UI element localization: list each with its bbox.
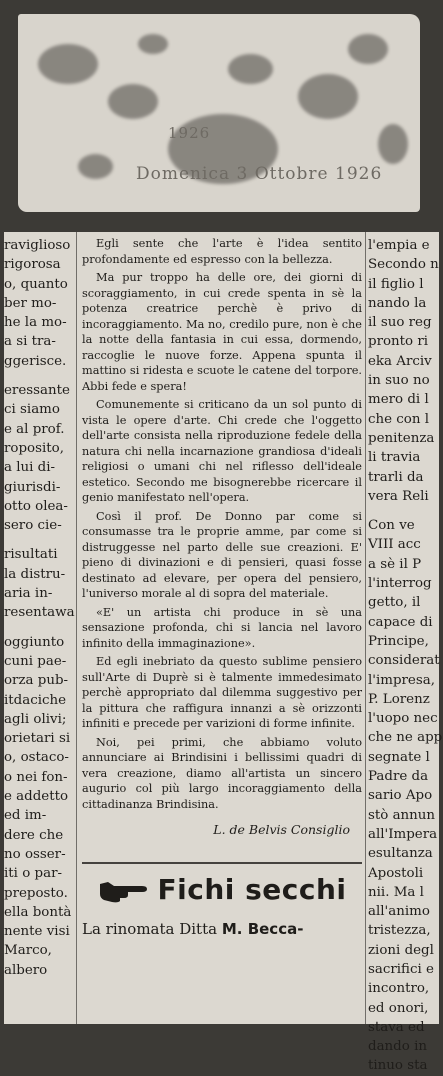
column-line: Marco,: [4, 943, 52, 959]
column-line: ggerisce.: [4, 353, 67, 369]
column-line: iti o par-: [4, 866, 63, 882]
stain-mark: [298, 74, 358, 119]
column-line: agli olivi;: [4, 711, 67, 727]
column-line: sario Apo: [368, 788, 433, 804]
column-line: considerat: [368, 653, 440, 669]
column-line: nente visi: [4, 924, 70, 940]
column-line: preposto.: [4, 885, 68, 901]
column-line: e al prof.: [4, 421, 65, 437]
column-line: rigorosa: [4, 257, 61, 273]
column-line: getto, il: [368, 595, 421, 611]
column-line: sero cie-: [4, 518, 62, 534]
column-line: zioni degl: [368, 942, 434, 958]
article-paragraph: Egli sente che l'arte è l'idea sentito profondamente ed espresso con la bellezza.: [82, 237, 362, 266]
advert-text-prefix: La rinomata Ditta: [82, 919, 218, 938]
column-line: trarli da: [368, 469, 424, 485]
stain-mark: [228, 54, 273, 84]
column-line: dere che: [4, 827, 64, 843]
column-gap: [4, 535, 72, 545]
column-line: albero: [4, 962, 48, 978]
article-paragraph: Ma pur troppo ha delle ore, dei giorni di scoraggiamento, in cui crede spenta in sè la potenza creatrice perchè è privo di incoraggiamento. Ma no, credilo pure, non è che la notte della fantasia in cui essa, dormendo, raccoglie le nuove forze. Appena spunta il mattino si ridesta e scuote le catene del torpore. Abbi fede e spera!: [82, 271, 362, 393]
article-paragraph: Noi, pei primi, che abbiamo voluto annunciare ai Brindisini i bellissimi quadri di vera creazione, diamo all'artista un sincero augurio col più largo incoraggiamento della cittadinanza Brindisina.: [82, 735, 362, 811]
column-line: orietari si: [4, 731, 71, 747]
column-divider: [76, 232, 77, 1024]
column-line: la distru-: [4, 566, 66, 582]
column-line: resentawa: [4, 605, 75, 621]
column-line: cuni pae-: [4, 653, 67, 669]
column-line: stava ed: [368, 1019, 425, 1035]
column-line: vera Reli: [368, 488, 429, 504]
column-line: nando la: [368, 295, 427, 311]
column-line: he la mo-: [4, 315, 67, 331]
article-signature: L. de Belvis Consiglio: [213, 822, 350, 837]
column-gap: [4, 371, 72, 381]
article-paragraph: Ed egli inebriato da questo sublime pensiero sull'Arte di Duprè si è talmente immedesimato perchè appropriato dal dilemma suggestivo per la pittura che raffigura innanzi a sè orizzonti infiniti e precede per varizioni di forme infinite.: [82, 655, 362, 730]
clipping-header: 1926: [168, 124, 211, 142]
column-line: tinuo sta: [368, 1058, 428, 1074]
column-line: Principe,: [368, 633, 429, 649]
column-line: che ne app: [368, 730, 443, 746]
newspaper-page: [4, 232, 443, 1074]
column-line: o, quanto: [4, 276, 68, 292]
column-line: l'uopo nec: [368, 711, 438, 727]
column-line: ed onori,: [368, 1000, 429, 1016]
column-line: Apostoli: [368, 865, 424, 881]
column-line: raviglioso: [4, 238, 71, 253]
column-line: l'empia e: [368, 238, 430, 253]
clipping-date: Domenica 3 Ottobre 1926: [136, 164, 383, 184]
stain-mark: [378, 124, 408, 164]
column-line: nii. Ma l: [368, 884, 424, 900]
left-column: [4, 236, 75, 980]
column-divider: [365, 232, 366, 1024]
column-line: che con l: [368, 411, 430, 427]
article-paragraph: Comunemente si criticano da un sol punto di vista le opere d'arte. Chi crede che l'oggetto dell'arte consista nella riproduzione fedele della natura chi nella incarnazione grandiosa d'ideali religiosi o umani chi nel riflesso dell'ideale estetico. Secondo me bisognerebbe ricercare il genio manifestato nell'opera.: [82, 398, 362, 504]
column-line: no osser-: [4, 846, 66, 862]
column-line: incontro,: [368, 981, 430, 997]
column-line: otto olea-: [4, 498, 68, 514]
column-line: esultanza: [368, 846, 433, 862]
column-line: eressante: [4, 383, 70, 399]
column-line: tristezza,: [368, 923, 431, 939]
stain-mark: [348, 34, 388, 64]
article-column: [82, 236, 362, 937]
column-line: e addetto: [4, 789, 69, 805]
column-line: oggiunto: [4, 634, 65, 650]
right-column: [368, 236, 443, 1076]
column-line: segnate l: [368, 749, 430, 765]
column-line: mero di l: [368, 392, 429, 408]
column-line: il suo reg: [368, 315, 432, 331]
column-line: a lui di-: [4, 460, 56, 476]
column-line: giurisdi-: [4, 479, 61, 495]
stain-mark: [38, 44, 98, 84]
column-line: li travia: [368, 450, 421, 466]
column-line: ci siamo: [4, 402, 60, 418]
column-line: in suo no: [368, 373, 430, 389]
column-gap: [4, 623, 72, 633]
stain-mark: [138, 34, 168, 54]
column-line: Con ve: [368, 518, 415, 534]
column-line: ed im-: [4, 808, 47, 824]
advert-heading: [82, 872, 362, 906]
column-line: roposito,: [4, 440, 64, 456]
section-rule: [82, 862, 362, 864]
column-line: Padre da: [368, 769, 429, 785]
column-line: dando in: [368, 1039, 427, 1055]
stain-mark: [78, 154, 113, 179]
column-line: ber mo-: [4, 295, 57, 311]
advert-company: M. Becca-: [221, 919, 304, 938]
column-line: l'impresa,: [368, 672, 435, 688]
column-line: a si tra-: [4, 334, 56, 350]
column-line: itdaciche: [4, 692, 67, 708]
article-paragraph: Così il prof. De Donno par come si consumasse tra le proprie amme, par come si distruggesse nel parto delle sue creazioni. E' pieno di divinazioni e di pensieri, quasi fosse destinato ad elevare, per opera del pensiero, l'universo morale al di sopra del materiale.: [82, 509, 362, 600]
column-line: eka Arciv: [368, 353, 432, 369]
column-line: risultati: [4, 547, 58, 563]
column-gap: [368, 506, 439, 516]
column-line: all'animo: [368, 904, 430, 920]
column-line: P. Lorenz: [368, 691, 430, 707]
column-line: stò annun: [368, 807, 436, 823]
column-line: sacrifici e: [368, 961, 434, 977]
advert-text: [82, 919, 362, 938]
stain-mark: [108, 84, 158, 119]
column-line: pronto ri: [368, 334, 429, 350]
column-line: o nei fon-: [4, 769, 68, 785]
advert-title: Fichi secchi: [157, 872, 347, 906]
column-line: l'interrog: [368, 576, 432, 592]
column-line: o, ostaco-: [4, 750, 69, 766]
column-line: ella bontà: [4, 904, 72, 920]
column-line: penitenza: [368, 430, 435, 446]
pointing-hand-icon: [98, 876, 150, 904]
stained-clipping: [18, 14, 420, 212]
column-line: all'Impera: [368, 826, 438, 842]
column-line: a sè il P: [368, 556, 422, 572]
column-line: orza pub-: [4, 673, 69, 689]
article-paragraph: «E' un artista chi produce in sè una sensazione profonda, chi si lancia nel lavoro infinito della immaginazione».: [82, 605, 362, 650]
column-line: capace di: [368, 614, 433, 630]
column-line: aria in-: [4, 586, 53, 602]
column-line: VIII acc: [368, 537, 421, 553]
column-line: il figlio l: [368, 276, 424, 292]
column-line: Secondo n: [368, 257, 439, 273]
